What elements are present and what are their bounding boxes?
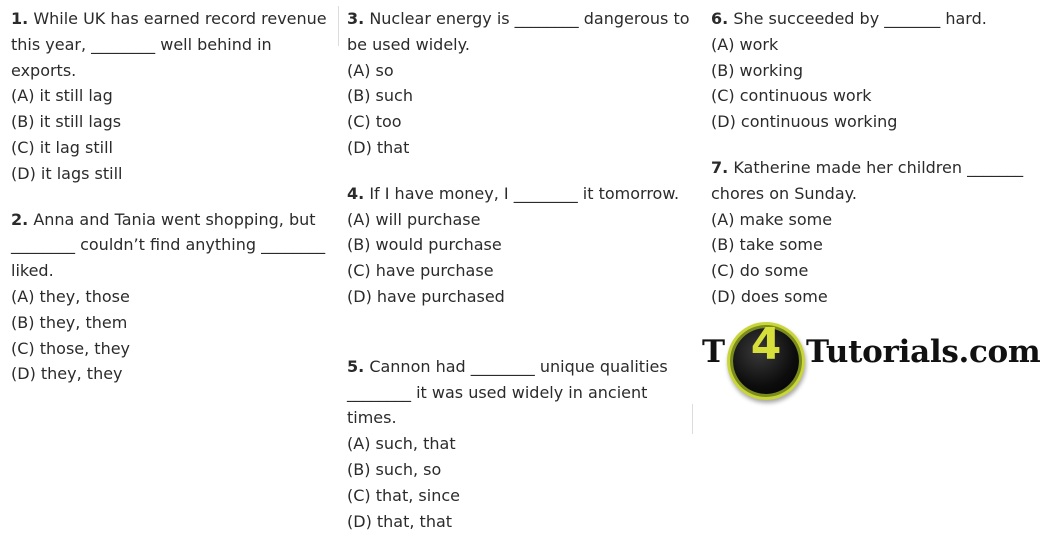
option-list xyxy=(347,207,692,310)
option-a: (A) such, that xyxy=(347,434,456,454)
option-a: (A) make some xyxy=(711,209,833,229)
option-list xyxy=(711,207,1056,310)
option-c: (C) it lag still xyxy=(11,137,113,157)
option-b: (B) working xyxy=(711,60,804,80)
logo-letter-t: T xyxy=(702,334,726,370)
t4tutorials-logo xyxy=(702,319,1041,398)
question-text: Katherine made her children _______ chores on Sunday. xyxy=(711,157,1024,203)
question-6 xyxy=(711,6,1056,135)
question-text: Cannon had ________ unique qualities ________ it was used widely in ancient times. xyxy=(347,356,668,428)
option-a: (A) will purchase xyxy=(347,209,481,229)
option-c: (C) that, since xyxy=(347,485,460,505)
question-1 xyxy=(11,6,333,187)
question-7 xyxy=(711,155,1056,310)
column-left xyxy=(11,6,333,407)
option-b: (B) they, them xyxy=(11,312,128,332)
question-number: 5. xyxy=(347,356,365,376)
logo-wordmark: Tutorials.com xyxy=(806,334,1041,370)
column-divider xyxy=(692,404,693,434)
option-c: (C) continuous work xyxy=(711,86,872,106)
option-d: (D) it lags still xyxy=(11,163,123,183)
option-a: (A) they, those xyxy=(11,286,130,306)
question-number: 2. xyxy=(11,209,29,229)
option-a: (A) so xyxy=(347,60,394,80)
question-5 xyxy=(347,354,692,535)
option-d: (D) that, that xyxy=(347,511,453,531)
option-c: (C) do some xyxy=(711,261,809,281)
option-b: (B) it still lags xyxy=(11,112,122,132)
option-a: (A) it still lag xyxy=(11,86,113,106)
option-d: (D) they, they xyxy=(11,364,123,384)
option-d: (D) have purchased xyxy=(347,286,505,306)
option-b: (B) such xyxy=(347,86,413,106)
column-divider xyxy=(338,6,339,46)
question-2 xyxy=(11,207,333,388)
option-list xyxy=(347,58,692,161)
question-text: She succeeded by _______ hard. xyxy=(733,9,987,28)
option-c: (C) have purchase xyxy=(347,261,494,281)
question-text: If I have money, I ________ it tomorrow. xyxy=(369,183,680,203)
option-d: (D) does some xyxy=(711,286,828,306)
column-middle xyxy=(347,6,692,554)
option-b: (B) such, so xyxy=(347,459,442,479)
option-b: (B) take some xyxy=(711,235,823,255)
question-number: 4. xyxy=(347,183,365,203)
logo-circle-badge xyxy=(733,319,799,394)
question-text: Nuclear energy is ________ dangerous to be used widely. xyxy=(347,9,690,54)
option-d: (D) continuous working xyxy=(711,112,898,132)
logo-digit-four: 4 xyxy=(750,319,782,370)
option-c: (C) those, they xyxy=(11,338,131,358)
question-3 xyxy=(347,6,692,161)
column-right xyxy=(711,6,1056,330)
option-list xyxy=(711,32,1056,135)
option-c: (C) too xyxy=(347,112,402,132)
question-text: While UK has earned record revenue this year, ________ well behind in exports. xyxy=(11,9,327,80)
question-number: 1. xyxy=(11,9,29,28)
question-number: 6. xyxy=(711,9,729,28)
question-number: 3. xyxy=(347,9,365,28)
question-number: 7. xyxy=(711,157,729,177)
option-list xyxy=(347,431,692,534)
option-b: (B) would purchase xyxy=(347,235,502,255)
option-list xyxy=(11,284,333,387)
question-4 xyxy=(347,181,692,310)
option-list xyxy=(11,83,333,186)
question-text: Anna and Tania went shopping, but ________ couldn’t find anything ________ liked. xyxy=(11,209,326,281)
option-d: (D) that xyxy=(347,137,410,157)
option-a: (A) work xyxy=(711,34,779,54)
